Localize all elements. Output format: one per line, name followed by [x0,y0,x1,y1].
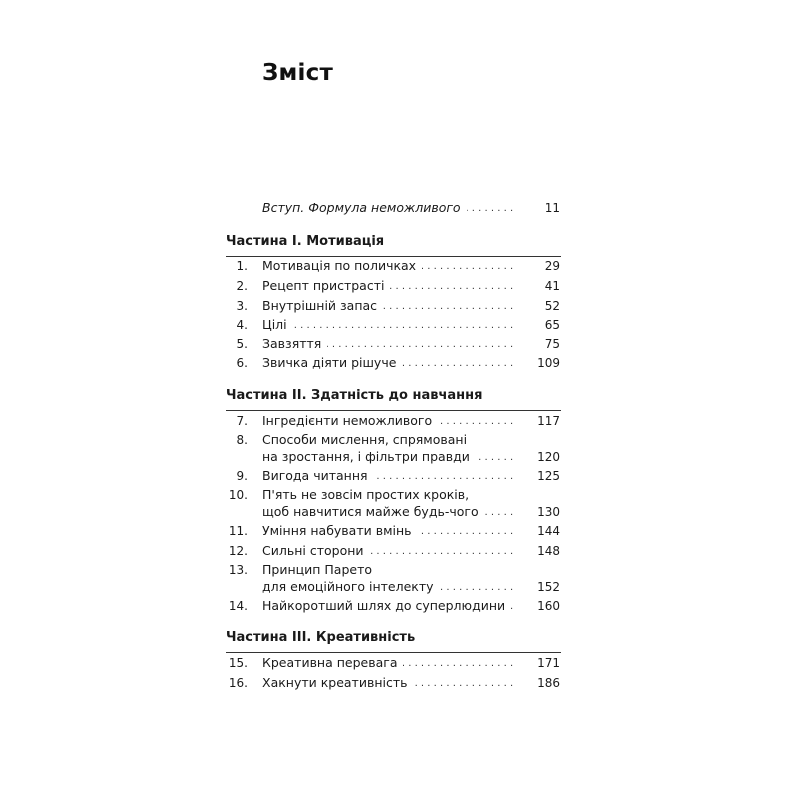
toc-page-number: 109 [537,356,560,370]
toc-page-number: 52 [544,299,560,313]
toc-row[interactable] [0,353,800,373]
toc-entry-label: для емоційного інтелекту . . . [262,577,517,597]
chapter-number: 7. [236,414,248,428]
toc-row[interactable] [0,653,800,673]
chapter-number: 6. [236,356,248,370]
toc-entry-label: Хакнути креативність . . . [262,673,517,693]
toc-entry-label: Креативна перевага . . . [262,653,517,673]
toc-row[interactable] [0,673,800,693]
chapter-number: 5. [236,337,248,351]
chapter-number: 13. [228,563,248,577]
toc-row-continuation[interactable] [0,577,800,597]
toc-page-number: 120 [537,450,560,464]
chapter-number: 4. [236,318,248,332]
toc-row[interactable] [0,521,800,541]
toc-row[interactable] [0,466,800,486]
chapter-number: 9. [236,469,248,483]
toc-page-number: 152 [537,580,560,594]
toc-page-number: 171 [537,656,560,670]
toc-row[interactable] [0,596,800,616]
toc-page-number: 144 [537,524,560,538]
toc-entry-label: Сильні сторони . . . [262,541,517,561]
chapter-number: 11. [228,524,248,538]
toc-entry-label: щоб навчитися майже будь-чого . . . [262,502,517,522]
chapter-number: 16. [228,676,248,690]
part-title-3: Частина III. Креативність [226,630,416,645]
page-title: Зміст [262,60,333,86]
chapter-number: 14. [228,599,248,613]
toc-row[interactable] [0,411,800,431]
toc-page-number: 65 [544,318,560,332]
toc-row[interactable] [0,334,800,354]
toc-page-number: 29 [544,259,560,273]
toc-row[interactable] [0,541,800,561]
chapter-number: 12. [228,544,248,558]
part-title-2: Частина II. Здатність до навчання [226,388,483,403]
toc-entry-label: Внутрішній запас . . . [262,296,517,316]
toc-intro-row[interactable] [0,198,800,218]
toc-page-number: 148 [537,544,560,558]
toc-page-number: 117 [537,414,560,428]
toc-row-continuation[interactable] [0,502,800,522]
toc-entry-label: П'ять не зовсім простих кроків, [262,485,517,505]
toc-entry-label: Найкоротший шлях до суперлюдини . . . [262,596,517,616]
toc-entry-label: Рецепт пристрасті . . . [262,276,517,296]
toc-row[interactable] [0,256,800,276]
toc-entry-label: Вигода читання . . . [262,466,517,486]
toc-entry-label: Цілі . . . [262,315,517,335]
toc-page-number: 186 [537,676,560,690]
toc-row[interactable] [0,315,800,335]
toc-page-number: 11 [544,201,560,215]
toc-entry-label: Принцип Парето [262,560,517,580]
toc-entry-label: Мотивація по поличках . . . [262,256,517,276]
toc-entry-label: Інгредієнти неможливого . . . [262,411,517,431]
chapter-number: 2. [236,279,248,293]
chapter-number: 1. [236,259,248,273]
chapter-number: 15. [228,656,248,670]
toc-entry-label: на зростання, і фільтри правди . . . [262,447,517,467]
chapter-number: 8. [236,433,248,447]
chapter-number: 10. [228,488,248,502]
toc-row-continuation[interactable] [0,447,800,467]
toc-page-number: 125 [537,469,560,483]
toc-row[interactable] [0,276,800,296]
chapter-number: 3. [236,299,248,313]
toc-page-number: 130 [537,505,560,519]
toc-page-number: 160 [537,599,560,613]
toc-page-number: 75 [544,337,560,351]
toc-entry-label: Уміння набувати вмінь . . . [262,521,517,541]
toc-entry-label: Звичка діяти рішуче . . . [262,353,517,373]
toc-entry-label: Способи мислення, спрямовані [262,430,517,450]
toc-row[interactable] [0,296,800,316]
toc-page-number: 41 [544,279,560,293]
toc-entry-label: Завзяття . . . [262,334,517,354]
toc-entry-label: Вступ. Формула неможливого . . . [262,198,517,218]
part-title-1: Частина I. Мотивація [226,234,385,249]
